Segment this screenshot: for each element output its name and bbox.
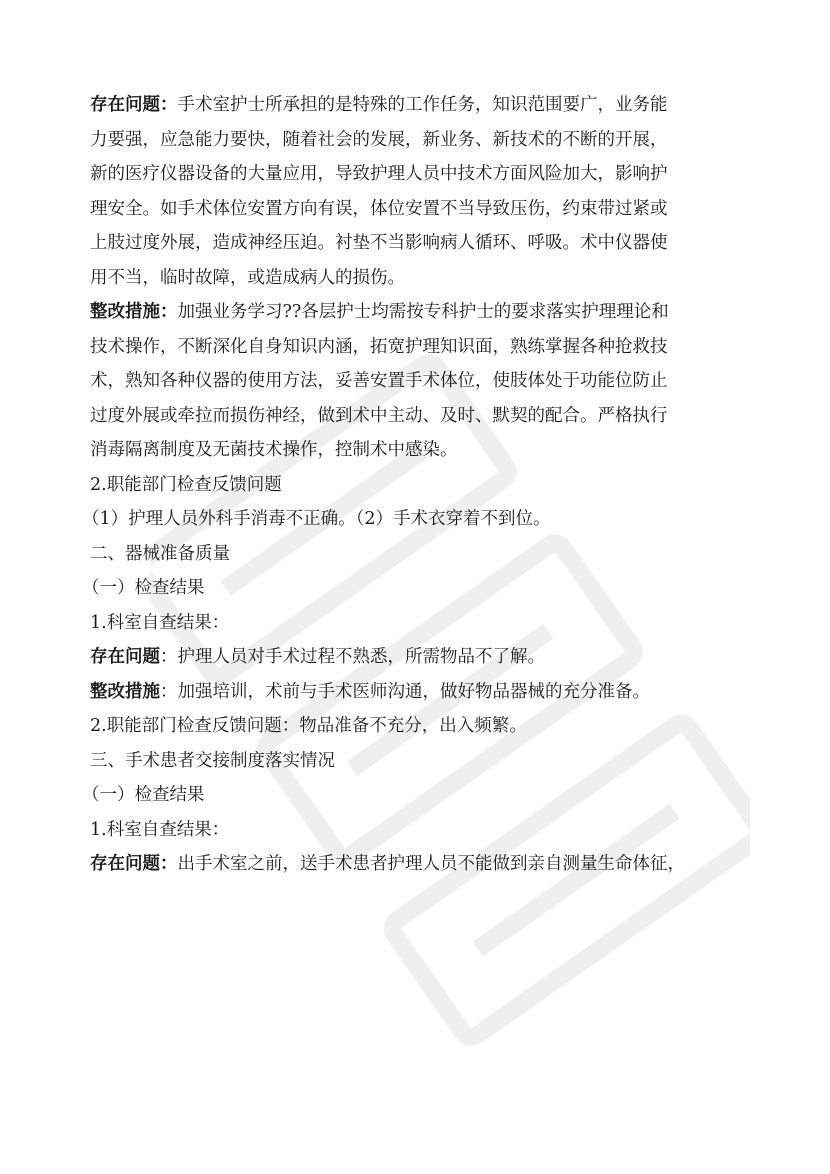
text-line: （一）检查结果 [82,578,205,598]
document-body [82,88,750,882]
text-line: 2.职能部门检查反馈问题 [90,474,282,495]
text-line: 三、手术患者交接制度落实情况 [90,750,335,771]
text-line: 1.科室自查结果： [90,612,230,633]
text-line: 过度外展或牵拉而损伤神经，做到术中主动、及时、默契的配合。严格执行 [90,405,668,426]
text-line: 技术操作，不断深化自身知识内涵，拓宽护理知识面，熟练掌握各种抢救技 [90,336,668,357]
text-line: 1.科室自查结果： [90,819,230,840]
text-line: 理安全。如手术体位安置方向有误，体位安置不当导致压伤，约束带过紧或 [90,198,668,219]
text-line: 存在问题：手术室护士所承担的是特殊的工作任务，知识范围要广，业务能 [90,95,668,115]
text-line: 力要强，应急能力要快，随着社会的发展，新业务、新技术的不断的开展， [90,129,668,150]
section-label: 整改措施 [90,681,160,702]
text-line: 上肢过度外展，造成神经压迫。衬垫不当影响病人循环、呼吸。术中仪器使 [90,233,668,253]
section-label: 存在问题 [90,647,160,667]
text-line: 术，熟知各种仪器的使用方法，妥善安置手术体位，使肢体处于功能位防止 [90,371,668,391]
text-line: 存在问题：护理人员对手术过程不熟悉，所需物品不了解。 [90,647,545,667]
text-line: 存在问题：出手术室之前，送手术患者护理人员不能做到亲自测量生命体征， [90,854,685,874]
text-line: 用不当，临时故障，或造成病人的损伤。 [90,267,405,288]
text-line: （1）护理人员外科手消毒不正确。（2）手术衣穿着不到位。 [82,509,551,529]
text-line: 新的医疗仪器设备的大量应用，导致护理人员中技术方面风险加大，影响护 [90,164,668,184]
text-line: 二、器械准备质量 [90,543,230,564]
text-line: 2.职能部门检查反馈问题：物品准备不充分，出入频繁。 [90,716,527,736]
text-line: 整改措施：加强培训，术前与手术医师沟通，做好物品器械的充分准备。 [90,681,650,702]
text-line: 消毒隔离制度及无菌技术操作，控制术中感染。 [90,440,458,460]
section-label: 存在问题： [90,854,178,874]
section-label: 整改措施： [90,302,178,322]
text-line: 整改措施：加强业务学习??各层护士均需按专科护士的要求落实护理理论和 [90,302,669,322]
text-line: （一）检查结果 [82,785,205,805]
section-label: 存在问题： [90,95,178,115]
